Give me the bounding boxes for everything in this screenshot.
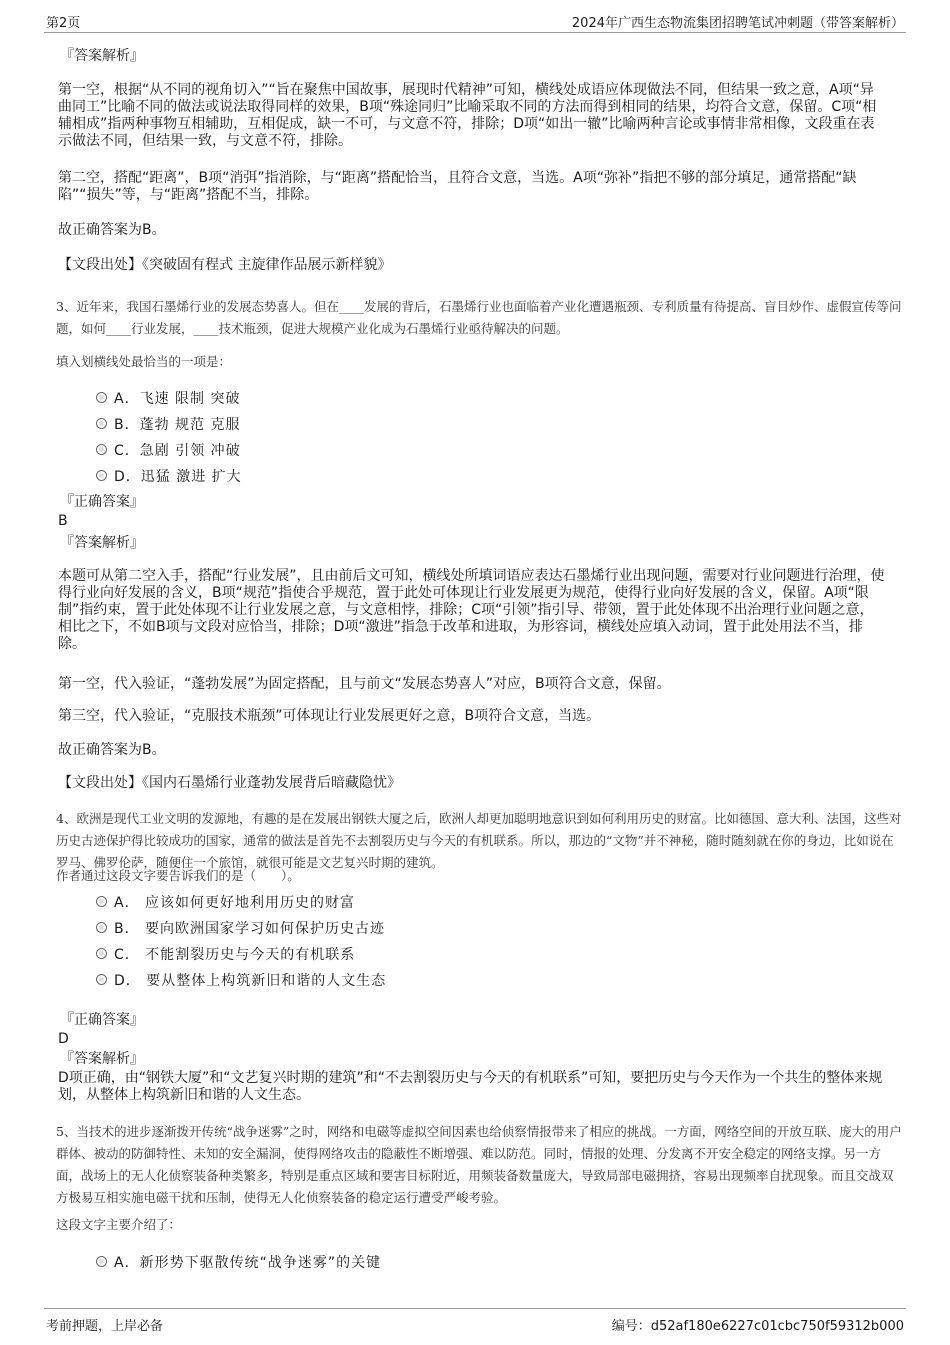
answer-conclusion: 故正确答案为B。	[58, 222, 166, 238]
radio-button[interactable]	[96, 896, 107, 907]
analysis-paragraph: 第三空，代入验证，“克服技术瓶颈”可体现让行业发展更好之意，B项符合文意，当选。	[58, 708, 601, 724]
radio-button[interactable]	[96, 1256, 107, 1267]
radio-button[interactable]	[96, 948, 107, 959]
option-label: C． 不能割裂历史与今天的有机联系	[114, 947, 356, 963]
radio-button[interactable]	[96, 470, 107, 481]
option-label: B． 要向欧洲国家学习如何保护历史古迹	[114, 921, 386, 937]
analysis-label: 『答案解析』	[60, 48, 144, 64]
source-citation: 【文段出处】《国内石墨烯行业蓬勃发展背后暗藏隐忧》	[58, 775, 401, 791]
analysis-label: 『答案解析』	[60, 1051, 144, 1067]
analysis-paragraph: 第二空，搭配“距离”，B项“消弭”指消除，与“距离”搭配恰当，且符合文意，当选。A项“弥补”指把不够的部分填足，通常搭配“缺陷”“损失”等，与“距离”搭配不当，排除。	[58, 170, 857, 203]
analysis-label: 『答案解析』	[60, 535, 144, 551]
analysis-paragraph: 第一空，根据“从不同的视角切入”“旨在聚焦中国故事，展现时代精神”可知，横线处成语应体现做法不同，但结果一致之意，A项“异曲同工”比喻不同的做法或说法取得同样的效果，B项“殊途同归”比喻采取不同的方法而得到相同的结果，均符合文意，保留。C项“相辅相成”指两种事物互相辅助，互相促成，缺一不可，与文意不符，排除；D项“如出一辙”比喻两种言论或事情非常相像，文段重在表示做法不同，但结果一致，与文意不符，排除。	[58, 82, 877, 149]
option-label: A．飞速 限制 突破	[114, 391, 241, 407]
analysis-paragraph: D项正确，由“钢铁大厦”和“文艺复兴时期的建筑”和“不去割裂历史与今天的有机联系”可知，要把历史与今天作为一个共生的整体来规划，从整体上构筑新旧和谐的人文生态。	[58, 1070, 883, 1103]
option-label: B．蓬勃 规范 克服	[114, 417, 241, 433]
question-prompt: 作者通过这段文字要告诉我们的是（ ）。	[56, 868, 300, 883]
footer-slogan: 考前押题，上岸必备	[46, 1319, 164, 1334]
correct-answer-label: 『正确答案』	[60, 1012, 144, 1028]
radio-button[interactable]	[96, 974, 107, 985]
page-number: 第2页	[46, 16, 81, 31]
option-label: D．迅猛 激进 扩大	[114, 469, 242, 485]
page-header	[44, 10, 906, 33]
analysis-paragraph: 本题可从第二空入手，搭配“行业发展”，且由前后文可知，横线处所填词语应表达石墨烯行业出现问题，需要对行业问题进行治理，使得行业向好发展的含义，B项“规范”指使合乎规范，置于此处可体现让行业发展更为规范，使得行业向好发展的含义，保留。A项“限制”指约束，置于此处体现不让行业发展之意，与文意相悖，排除；C项“引领”指引导、带领，置于此处体现不出治理行业问题之意，相比之下，不如B项与文段对应恰当，排除；D项“激进”指急于改革和进取，为形容词，横线处应填入动词，置于此处用法不当，排除。	[58, 568, 885, 652]
document-id: 编号：d52af180e6227c01cbc750f59312b000	[611, 1319, 904, 1334]
analysis-paragraph: 第一空，代入验证，“蓬勃发展”为固定搭配，且与前文“发展态势喜人”对应，B项符合文意，保留。	[58, 676, 671, 692]
option-label: A．新形势下驱散传统“战争迷雾”的关键	[114, 1255, 382, 1271]
page-footer	[44, 1308, 906, 1333]
option-label: A． 应该如何更好地利用历史的财富	[114, 895, 356, 911]
source-citation: 【文段出处】《突破固有程式 主旋律作品展示新样貌》	[58, 257, 392, 273]
radio-button[interactable]	[96, 418, 107, 429]
option-label: D． 要从整体上构筑新旧和谐的人文生态	[114, 973, 387, 989]
question-prompt: 填入划横线处最恰当的一项是：	[56, 354, 232, 369]
correct-answer: B	[58, 513, 68, 529]
question-stem: 5、当技术的进步逐渐拨开传统“战争迷雾”之时，网络和电磁等虚拟空间因素也给侦察情报带来了相应的挑战。一方面，网络空间的开放互联、庞大的用户群体、被动的防御特性、未知的安全漏洞，使得网络攻击的隐蔽性不断增强、难以防范。同时，情报的处理、分发离不开安全稳定的网络支撑。另一方面，战场上的无人化侦察装备种类繁多，特别是重点区域和要害目标附近，用频装备数量庞大，导致局部电磁拥挤，容易出现频率自扰现象。而且交战双方极易互相实施电磁干扰和压制，使得无人化侦察装备的稳定运行遭受严峻考验。	[56, 1124, 902, 1205]
correct-answer-label: 『正确答案』	[60, 494, 144, 510]
answer-conclusion: 故正确答案为B。	[58, 742, 166, 758]
option-label: C．急剧 引领 冲破	[114, 443, 241, 459]
question-prompt: 这段文字主要介绍了：	[56, 1217, 182, 1232]
question-stem: 4、欧洲是现代工业文明的发源地，有趣的是在发展出钢铁大厦之后，欧洲人却更加聪明地意识到如何利用历史的财富。比如德国、意大利、法国，这些对历史古迹保护得比较成功的国家，通常的做法是首先不去割裂历史与今天的有机联系。所以，那边的“文物”并不神秘，随时随刻就在你的身边，比如说在罗马、佛罗伦萨，随便住一个旅馆，就很可能是文艺复兴时期的建筑。	[56, 811, 902, 870]
radio-button[interactable]	[96, 922, 107, 933]
radio-button[interactable]	[96, 392, 107, 403]
correct-answer: D	[58, 1031, 69, 1047]
document-title: 2024年广西生态物流集团招聘笔试冲刺题（带答案解析）	[571, 16, 904, 31]
question-stem: 3、近年来，我国石墨烯行业的发展态势喜人。但在____发展的背后，石墨烯行业也面临着产业化遭遇瓶颈、专利质量有待提高、盲目炒作、虚假宣传等问题，如何____行业发展，____技术瓶颈，促进大规模产业化成为石墨烯行业亟待解决的问题。	[56, 299, 902, 336]
radio-button[interactable]	[96, 444, 107, 455]
